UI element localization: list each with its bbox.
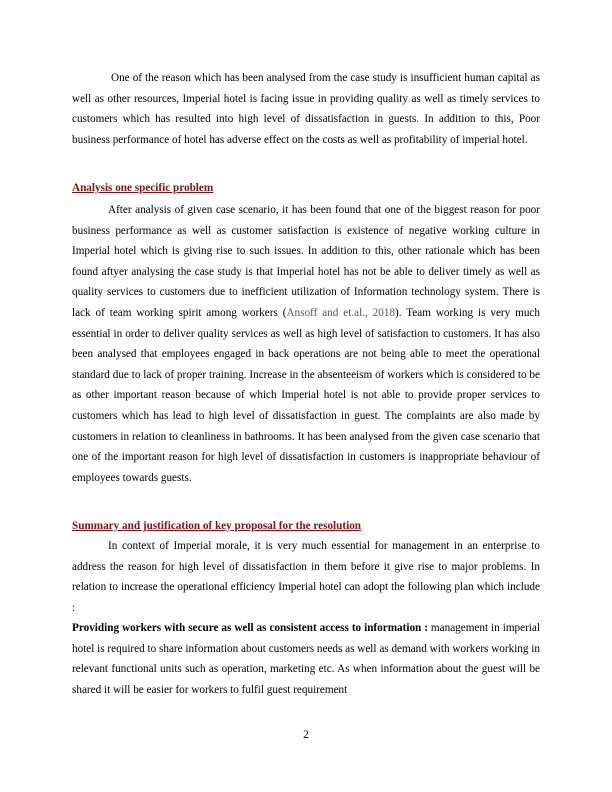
page-number: 2 <box>303 729 309 741</box>
paragraph-text: In context of Imperial morale, it is very much essential for management in an enterprise to address the reason for high level of dissatisfaction in them before it give rise to major problems. In relation to increase the operational efficiency Imperial hotel can adopt the following plan which include : <box>72 540 540 614</box>
section-heading: Summary and justification of key proposal for the resolution <box>72 520 362 532</box>
body-paragraph <box>72 200 540 488</box>
body-paragraph <box>72 536 540 618</box>
paragraph-text: After analysis of given case scenario, it has been found that one of the biggest reason for poor business performance as well as customer satisfaction is existence of negative working culture in Imperial hotel which is giving rise to such issues. In addition to this, other rationale which has been found aftyer analysing the case study is that Imperial hotel has not be able to deliver timely as well as quality services to customers due to inefficient utilization of Information technology system. There is lack of team working spirit among workers ( <box>72 204 540 319</box>
body-paragraph <box>72 618 540 700</box>
paragraph-text: One of the reason which has been analysed from the case study is insufficient human capital as well as other resources, Imperial hotel is facing issue in providing quality as well as timely services to customers which has resulted into high level of dissatisfaction in guests. In addition to this, Poor business performance of hotel has adverse effect on the costs as well as profitability of imperial hotel. <box>72 72 540 146</box>
section-heading: Analysis one specific problem <box>72 182 214 194</box>
citation: Ansoff and et.al., 2018 <box>286 306 396 319</box>
paragraph-text: ). Team working is very much essential in order to deliver quality services as well as high level of satisfaction to customers. It has also been analysed that employees engaged in back operations are not being able to meet the operational standard due to lack of proper training. Increase in the absenteeism of workers which is considered to be as other important reason because of which Imperial hotel is not able to provide proper services to customers which has lead to high level of dissatisfaction in guest. The complaints are also made by customers in relation to cleanliness in bathrooms. It has been analysed from the given case scenario that one of the important reason for high level of dissatisfaction in customers is inappropriate behaviour of employees towards guests. <box>72 306 540 484</box>
body-paragraph <box>72 68 540 150</box>
paragraph-text: management in imperial hotel is required to share information about customers needs as well as demand with workers working in relevant functional units such as operation, marketing etc. As when information about the guest will be shared it will be easier for workers to fulfil guest requirement <box>72 622 540 696</box>
bold-lead-text: Providing workers with secure as well as consistent access to information : <box>72 622 428 634</box>
